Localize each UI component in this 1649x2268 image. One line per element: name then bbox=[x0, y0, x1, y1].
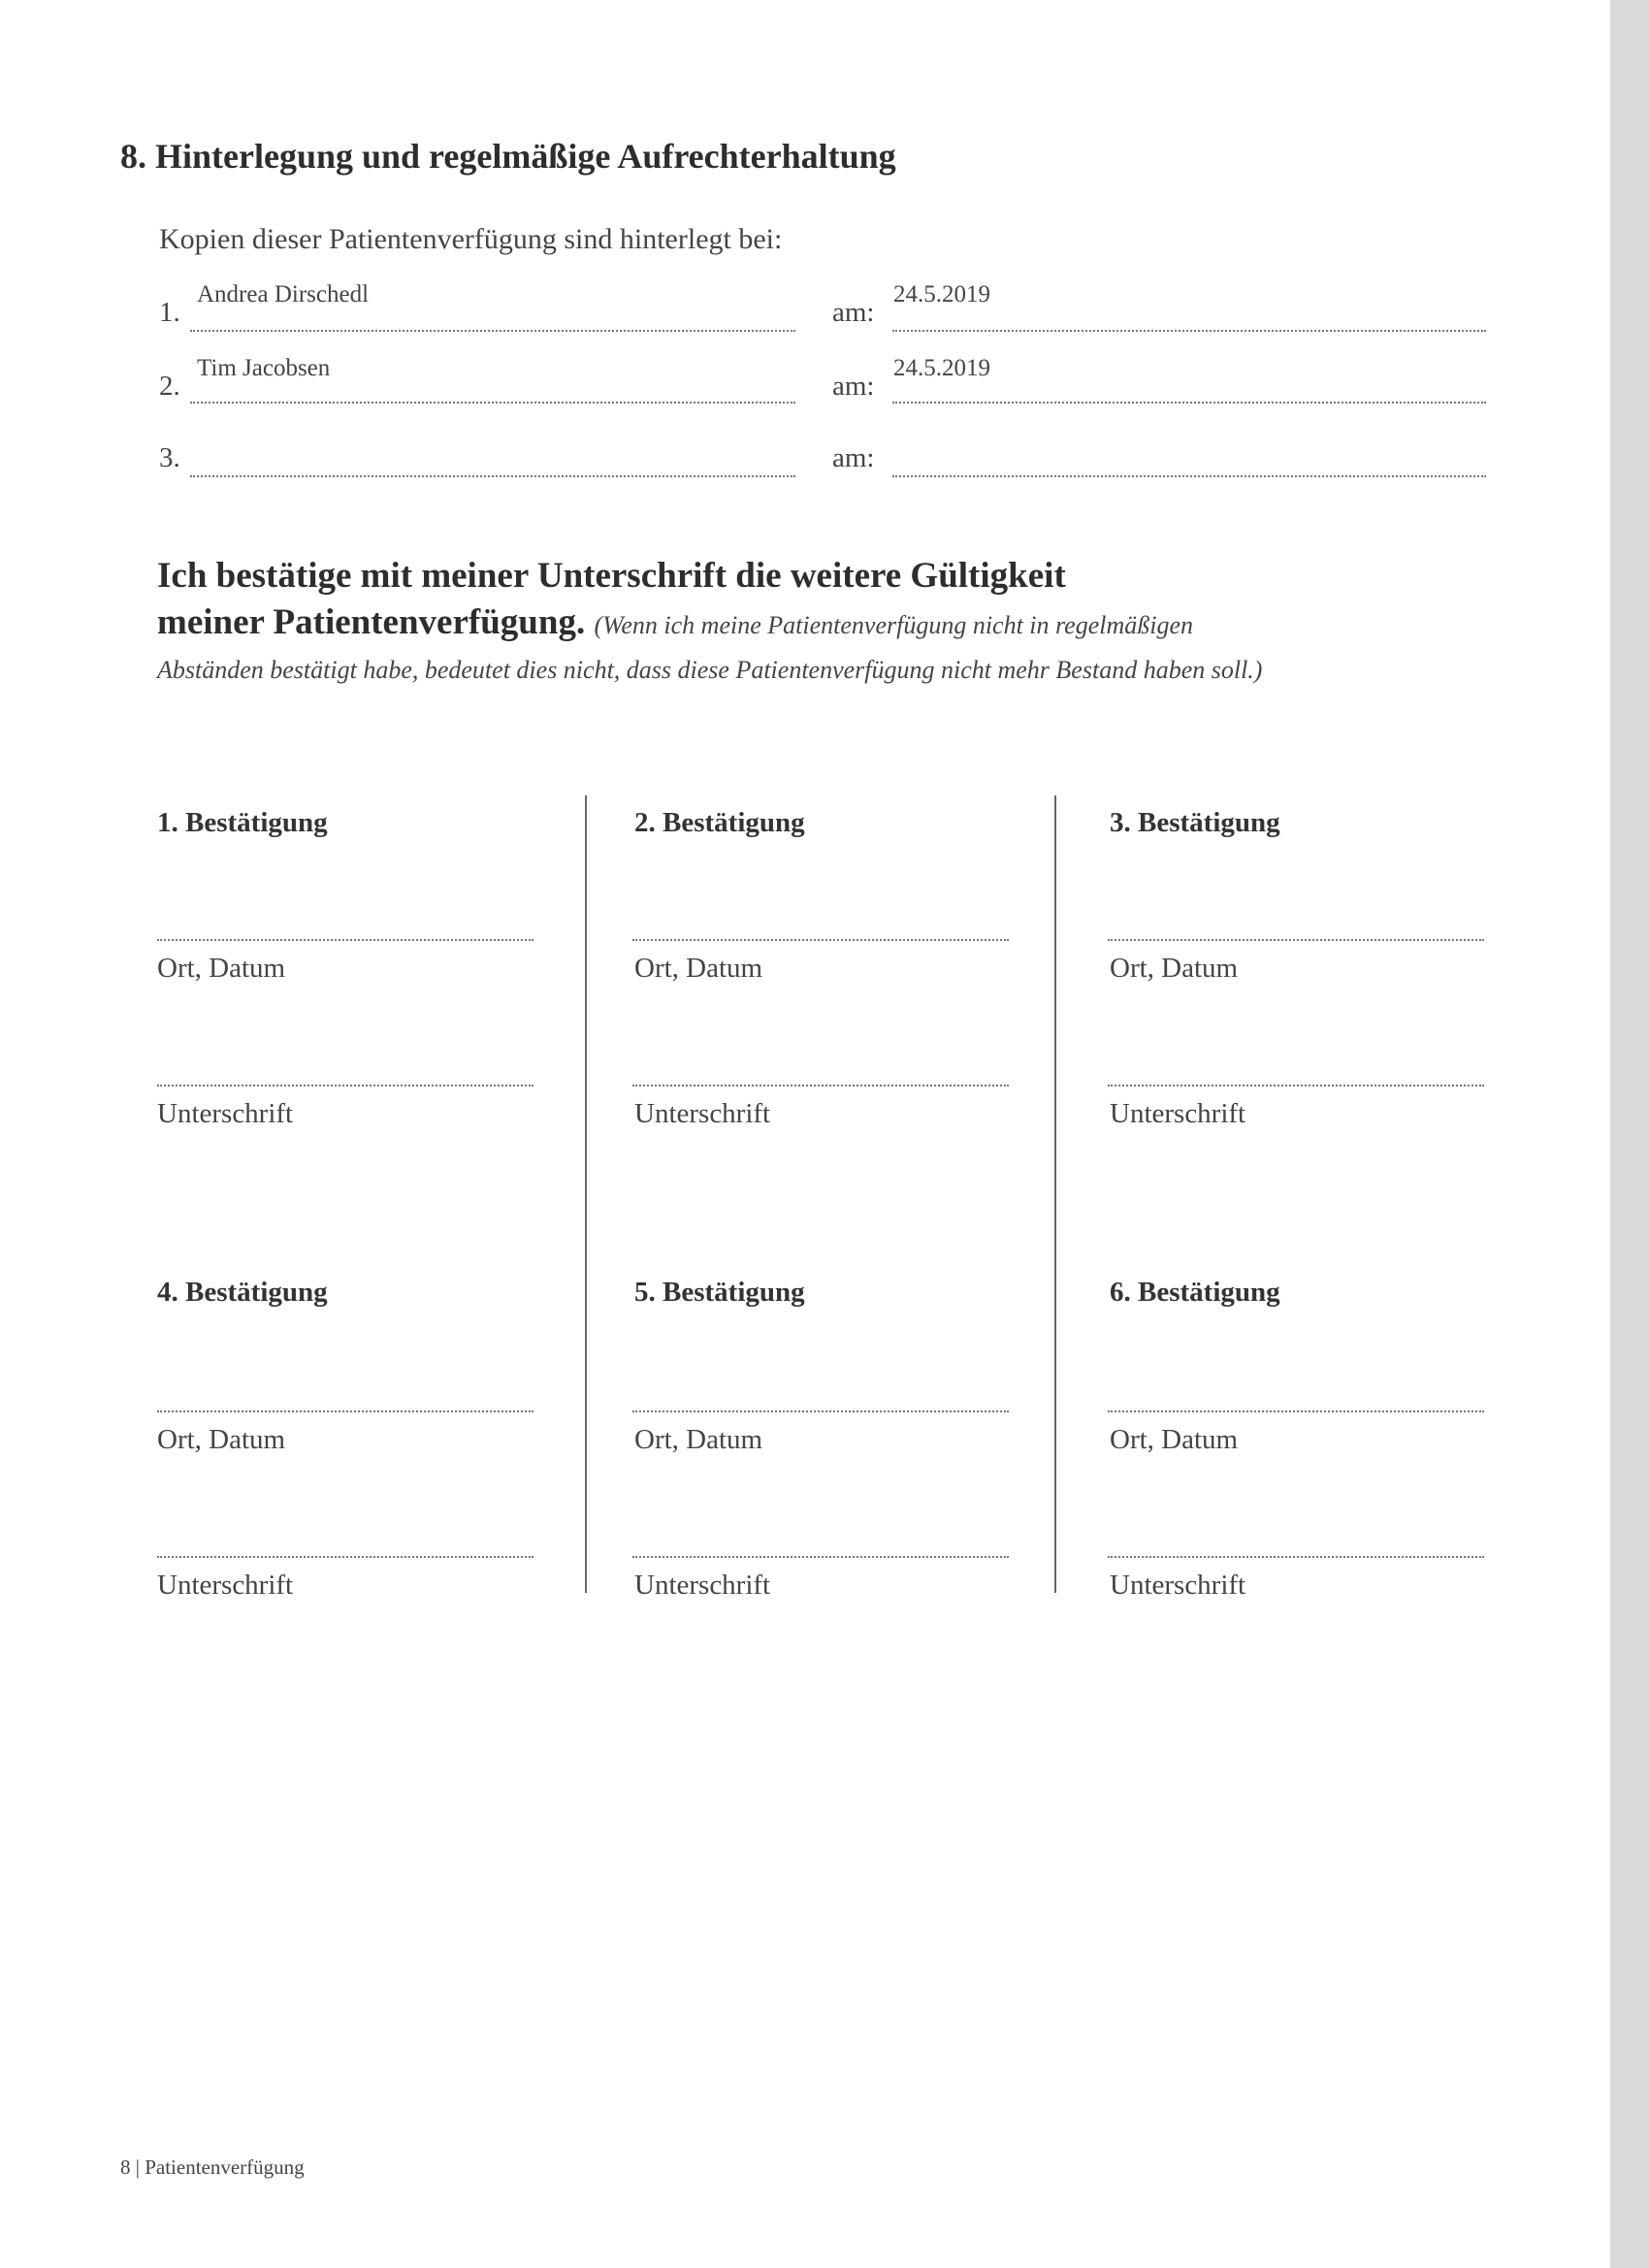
name-dotted-line bbox=[190, 402, 795, 404]
signature-field[interactable] bbox=[1108, 1085, 1484, 1086]
deposit-name-field[interactable]: Andrea Dirschedl bbox=[197, 281, 370, 308]
signature-label: Unterschrift bbox=[634, 1098, 771, 1129]
date-dotted-line bbox=[892, 402, 1486, 404]
deposit-number: 2. bbox=[159, 371, 180, 402]
confirmation-heading-line2: meiner Patientenverfügung. bbox=[157, 602, 586, 642]
signature-label: Unterschrift bbox=[157, 1570, 294, 1601]
box-title: 6. Bestätigung bbox=[1110, 1277, 1280, 1308]
page-footer: 8 | Patientenverfügung bbox=[120, 2155, 305, 2179]
confirmation-heading bbox=[157, 553, 1193, 649]
place-date-label: Ort, Datum bbox=[634, 953, 763, 984]
am-label: am: bbox=[832, 297, 875, 328]
signature-label: Unterschrift bbox=[634, 1570, 771, 1601]
place-date-field[interactable] bbox=[1108, 1410, 1484, 1412]
deposit-date-field[interactable]: 24.5.2019 bbox=[893, 281, 990, 308]
place-date-label: Ort, Datum bbox=[1110, 953, 1239, 984]
signature-label: Unterschrift bbox=[1110, 1570, 1246, 1601]
scan-edge bbox=[1610, 0, 1649, 2268]
signature-field[interactable] bbox=[632, 1556, 1009, 1558]
box-title: 1. Bestätigung bbox=[157, 807, 328, 838]
place-date-label: Ort, Datum bbox=[157, 953, 286, 984]
signature-field[interactable] bbox=[1108, 1556, 1484, 1558]
signature-field[interactable] bbox=[157, 1556, 534, 1558]
box-title: 3. Bestätigung bbox=[1110, 807, 1280, 838]
deposit-intro: Kopien dieser Patientenverfügung sind hinterlegt bei: bbox=[159, 223, 783, 255]
name-dotted-line bbox=[190, 475, 795, 477]
confirmation-note-part2: Abständen bestätigt habe, bedeutet dies nicht, dass diese Patientenverfügung nicht mehr Bestand haben soll.) bbox=[157, 656, 1263, 684]
signature-label: Unterschrift bbox=[1110, 1098, 1246, 1129]
place-date-field[interactable] bbox=[157, 1410, 534, 1412]
section-title: 8. Hinterlegung und regelmäßige Aufrechterhaltung bbox=[120, 137, 896, 176]
deposit-name-field[interactable]: Tim Jacobsen bbox=[197, 355, 331, 381]
place-date-label: Ort, Datum bbox=[157, 1424, 286, 1455]
name-dotted-line bbox=[190, 330, 795, 332]
am-label: am: bbox=[832, 371, 875, 402]
place-date-field[interactable] bbox=[632, 1410, 1009, 1412]
deposit-number: 1. bbox=[159, 297, 180, 328]
column-divider bbox=[585, 795, 587, 1593]
am-label: am: bbox=[832, 442, 875, 473]
date-dotted-line bbox=[892, 475, 1486, 477]
signature-field[interactable] bbox=[157, 1085, 534, 1086]
deposit-date-field[interactable]: 24.5.2019 bbox=[893, 355, 990, 381]
signature-field[interactable] bbox=[632, 1085, 1009, 1086]
deposit-number: 3. bbox=[159, 442, 180, 473]
confirmation-heading-line1: Ich bestätige mit meiner Unterschrift die weitere Gültigkeit bbox=[157, 556, 1066, 596]
place-date-field[interactable] bbox=[157, 939, 534, 941]
signature-label: Unterschrift bbox=[157, 1098, 294, 1129]
place-date-field[interactable] bbox=[632, 939, 1009, 941]
box-title: 4. Bestätigung bbox=[157, 1277, 328, 1308]
date-dotted-line bbox=[892, 330, 1486, 332]
box-title: 5. Bestätigung bbox=[634, 1277, 805, 1308]
place-date-label: Ort, Datum bbox=[1110, 1424, 1239, 1455]
confirmation-note-part1: (Wenn ich meine Patientenverfügung nicht in regelmäßigen bbox=[594, 611, 1194, 639]
place-date-label: Ort, Datum bbox=[634, 1424, 763, 1455]
box-title: 2. Bestätigung bbox=[634, 807, 805, 838]
column-divider bbox=[1054, 795, 1056, 1593]
place-date-field[interactable] bbox=[1108, 939, 1484, 941]
